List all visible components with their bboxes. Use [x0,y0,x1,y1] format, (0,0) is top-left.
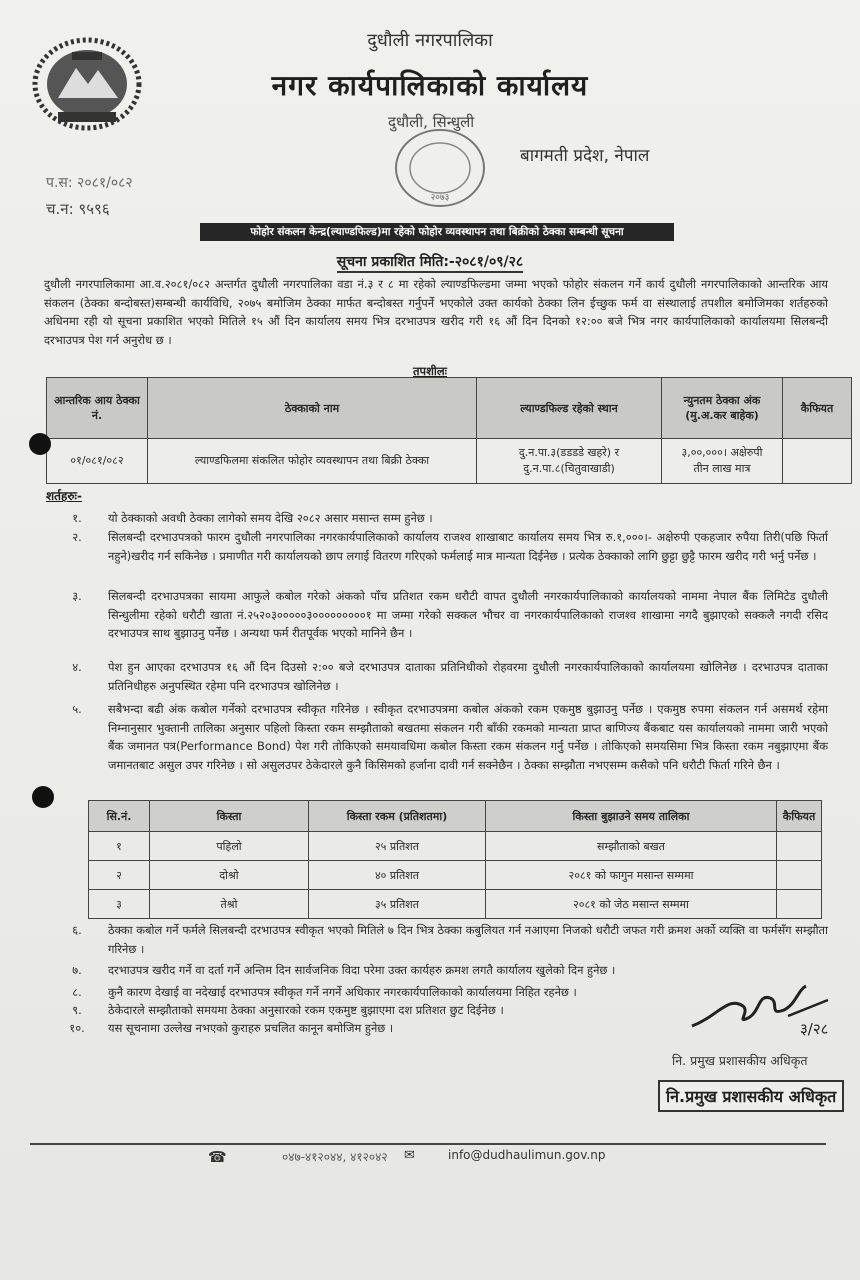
col-location: ल्याण्डफिल्ड रहेको स्थान [477,378,662,439]
footer-phone: ०४७-४१२०४४, ४१२०४२ [282,1150,388,1164]
col-min-amount [662,378,783,439]
ref-cha-na: च.न: ९५९६ [46,200,110,218]
condition-text: पेश हुन आएका दरभाउपत्र १६ औं दिन दिउसो २:०० बजे दरभाउपत्र दाताका प्रतिनिधीको रोहवरमा दुधौली नगरकार्यपालिकाको कार्यालयमा खोलिनेछ । दरभाउपत्र दाताका प्रतिनिधीहरु अनुपस्थित रहेमा पनि दरभाउपत्र खोलिनेछ । [108,660,828,693]
cell-amount-2: तीन लाख मात्र [693,462,751,475]
installment-table-header [89,801,822,832]
col-installment: किस्ता [150,801,309,832]
col-sn: सि.नं. [89,801,150,832]
municipality-name: दुधौली नगरपालिका [367,30,493,51]
table-row [47,439,852,484]
condition-text: ठेकेदारले सम्झौताको समयमा ठेक्का अनुसारको रकम एकमुष्ट बुझाएमा दश प्रतिशत छुट दिईनेछ । [108,1003,504,1017]
contract-table-header [47,378,852,439]
contract-table [46,377,852,484]
conditions-title: शर्तहरुः- [46,489,82,503]
cell-remarks [777,861,822,890]
cell-schedule: सम्झौताको बखत [486,832,777,861]
cell-remarks [783,439,852,484]
condition-text: कुनै कारण देखाई वा नदेखाई दरभाउपत्र स्वीकृत गर्ने नगर्ने अधिकार नगरकार्यपालिकाको कार्यालयमा निहित रहनेछ । [108,985,577,999]
table-row [89,890,822,919]
table-row [89,832,822,861]
col-remarks: कैफियत [777,801,822,832]
condition-number: १. [72,511,82,525]
condition-6 [46,921,828,958]
svg-text:२०७३: २०७३ [430,193,450,203]
cell-contract-no: ०१/०८१/०८२ [47,439,148,484]
publish-date-text: सूचना प्रकाशित मिति:-२०८१/०९/२८ [337,254,523,273]
signatory-stamp: नि.प्रमुख प्रशासकीय अधिकृत [658,1080,844,1112]
cell-amount: ३५ प्रतिशत [309,890,486,919]
footer-email[interactable]: info@dudhaulimun.gov.np [448,1148,606,1162]
office-address: दुधौली, सिन्धुली [388,113,475,131]
col-amount: किस्ता रकम (प्रतिशतमा) [309,801,486,832]
cell-remarks [777,890,822,919]
cell-contract-name: ल्याण्डफिलमा संकलित फोहोर व्यवस्थापन तथा बिक्री ठेक्का [148,439,477,484]
condition-text: यस सूचनामा उल्लेख नभएको कुराहरु प्रचलित कानून बमोजिम हुनेछ । [108,1021,394,1035]
cell-sn: २ [89,861,150,890]
condition-3 [46,587,828,643]
condition-number: ७. [72,963,82,977]
condition-2 [46,528,828,565]
col-contract-name: ठेक्काको नाम [148,378,477,439]
col-contract-no: आन्तरिक आय ठेक्का नं. [47,378,148,439]
installment-table [88,800,822,919]
email-icon: ✉ [404,1148,415,1163]
col-schedule: किस्ता बुझाउने समय तालिका [486,801,777,832]
condition-text: दरभाउपत्र खरीद गर्ने वा दर्ता गर्ने अन्तिम दिन सार्वजनिक विदा परेमा उक्त कार्यहरु क्रमश लगतै कार्यालय खुलेको दिन हुनेछ । [108,963,616,977]
ref-pa-sa: प.स: २०८१/०८२ [46,175,133,191]
condition-4 [46,658,828,695]
col-remarks: कैफियत [783,378,852,439]
condition-5 [46,700,828,774]
office-stamp-icon [388,120,488,210]
condition-1 [46,509,828,528]
condition-text: ठेक्का कबोल गर्ने फर्मले सिलबन्दी दरभाउपत्र स्वीकृत भएको मितिले ७ दिन भित्र ठेक्का कबुलियत गर्न नआएमा निजको धरौटी जफत गरी क्रमश अर्को व्यक्ति वा फर्मसँग सम्झौता गरिनेछ । [108,923,828,956]
cell-schedule: २०८१ को जेठ मसान्त सम्ममा [486,890,777,919]
condition-text: सिलबन्दी दरभाउपत्रका सायमा आफुले कबोल गरेको अंकको पाँच प्रतिशत रकम धरौटी वापत दुधौली नगरकार्यपालिकाको कार्यालयको नाममा नेपाल बैंक लिमिटेड दुधौली सिन्धुलीमा रहेको धरौटी खाता नं.२५२०३०००००३०००००००००१ मा जम्मा गरेको सक्कल भौचर वा नगरकार्यपालिकाको राजश्व शाखामा नगदै बुझाएको सक्कलै नगदी रसिद दरभाउपत्र साथ बुझाउनु पर्नेछ । अन्यथा फर्म रीतपूर्वक भएको मानिने छैन । [108,589,828,640]
signature-icon [688,976,838,1040]
notice-title: फोहोर संकलन केन्द्र(ल्याण्डफिल्ड)मा रहेको फोहोर व्यवस्थापन तथा बिक्रीको ठेक्का सम्बन्धी सूचना [200,223,674,241]
footer-divider [30,1143,826,1145]
publish-date [0,252,860,271]
cell-remarks [777,832,822,861]
condition-number: ६. [72,923,82,937]
cell-amount: ४० प्रतिशत [309,861,486,890]
cell-sn: ३ [89,890,150,919]
col-min-amount-label: न्युनतम ठेक्का अंक [683,394,761,407]
condition-text: सबैभन्दा बढी अंक कबोल गर्नेको दरभाउपत्र स्वीकृत गरिनेछ । स्वीकृत दरभाउपत्रमा कबोल अंकको रकम एकमुष्ठ बुझाउनु पर्नेछ । एकमुष्ठ रुपमा संकलन गर्न असमर्थ रहेमा निम्नानुसार भुक्तानी तालिका अनुसार पहिलो किस्ता रकम सम्झौताको बखतमा संकलन गरी बाँकी रकमको मान्यता प्राप्त बाणिज्य बैंकबाट यस कार्यालयको नाममा जारी भएको बैंक जमानत पत्र(Performance Bond) पेश गरी तोकिएको समयावधिमा कबोल किस्ता रकम संकलन गर्नु पर्नेछ । तोकिएको समयसिमा भित्र किस्ता रकम नबुझाएमा बैंक जमानतबाट असुल उपर गरिनेछ । सो असुलउपर ठेकेदारले कुनै किसिमको हर्जाना दावी गर्न सक्नेछैन । ठेक्का सम्झौता नभएसम्म कसैको पनि धरौटी फिर्ता गरिने छैन । [108,702,828,772]
condition-text: यो ठेक्काको अवधी ठेक्का लागेको समय देखि २०८२ असार मसान्त सम्म हुनेछ । [108,511,433,525]
cell-location-1: दु.न.पा.३(डडडडे खहरे) र [518,446,620,459]
signature-mark: ३/२८ [800,1020,829,1038]
condition-text: सिलबन्दी दरभाउपत्रको फारम दुधौली नगरपालिका नगरकार्यपालिकाको कार्यालय राजश्व शाखाबाट कार्यालय समय भित्र रु.१,०००।- अक्षेरुपी एकहजार रुपैया तिरी(पछि फिर्ता नहुने)खरीद गर्न सकिनेछ । प्रमाणीत गरी कार्यालयको छाप लगाई वितरण गरिएको फर्मलाई मात्र मान्यता दिईनेछ । प्रत्येक ठेक्काको लागि छुट्टा छुट्टै फारम खरीद गरी भर्नु पर्नेछ । [108,530,828,563]
cell-location [477,439,662,484]
cell-amount-1: ३,००,०००। अक्षेरुपी [681,446,763,459]
cell-schedule: २०८१ को फागुन मसान्त सम्ममा [486,861,777,890]
condition-number: ४. [72,660,82,674]
col-min-amount-note: (मु.अ.कर बाहेक) [685,409,759,422]
condition-number: ८. [72,985,82,999]
cell-installment: दोश्रो [150,861,309,890]
condition-number: ५. [72,702,82,716]
punch-hole-middle [32,786,54,808]
condition-number: २. [72,530,82,544]
phone-icon: ☎ [208,1148,227,1166]
cell-location-2: दु.न.पा.८(चितुवाखाडी) [523,462,615,475]
province-name: बागमती प्रदेश, नेपाल [520,146,650,166]
cell-sn: १ [89,832,150,861]
tapasil-label: तपशीलः [412,364,447,378]
signatory-label: नि. प्रमुख प्रशासकीय अधिकृत [672,1053,808,1068]
office-title: नगर कार्यपालिकाको कार्यालय [271,69,589,102]
cell-amount: २५ प्रतिशत [309,832,486,861]
cell-installment: तेश्रो [150,890,309,919]
intro-paragraph: दुधौली नगरपालिकामा आ.व.२०८१/०८२ अन्तर्गत दुधौली नगरपालिका वडा नं.३ र ८ मा रहेको ल्याण्डफिल्डमा जम्मा भएको फोहोर संकलन गर्ने कार्य दुधौली नगरपालिकाको आन्तरिक आय संकलन (ठेक्का बन्दोबस्त)सम्बन्धी कार्यविधि, २०७५ बमोजिम ठेक्का मार्फत बन्दोबस्त गर्नुपर्ने भएकोले उक्त कार्यको ठेक्का लिन ईच्छुक फर्म वा संस्थालाई तपशील बमोजिमका शर्तहरुको अधिनमा रही यो सूचना प्रकाशित भएको मितिले १५ औं दिन कार्यालय समय भित्र दरभाउपत्र खरीद गरी १६ औं दिन दिनको १२:०० बजे भित्र नगर कार्यपालिकाको कार्यालयमा सिलबन्दी दरभाउपत्र पेश गर्न अनुरोध छ । [44,277,828,347]
cell-min-amount [662,439,783,484]
condition-number: ९. [72,1003,82,1017]
condition-number: ३. [72,589,82,603]
cell-installment: पहिलो [150,832,309,861]
table-row [89,861,822,890]
condition-number: १०. [69,1021,85,1035]
punch-hole-top [29,433,51,455]
